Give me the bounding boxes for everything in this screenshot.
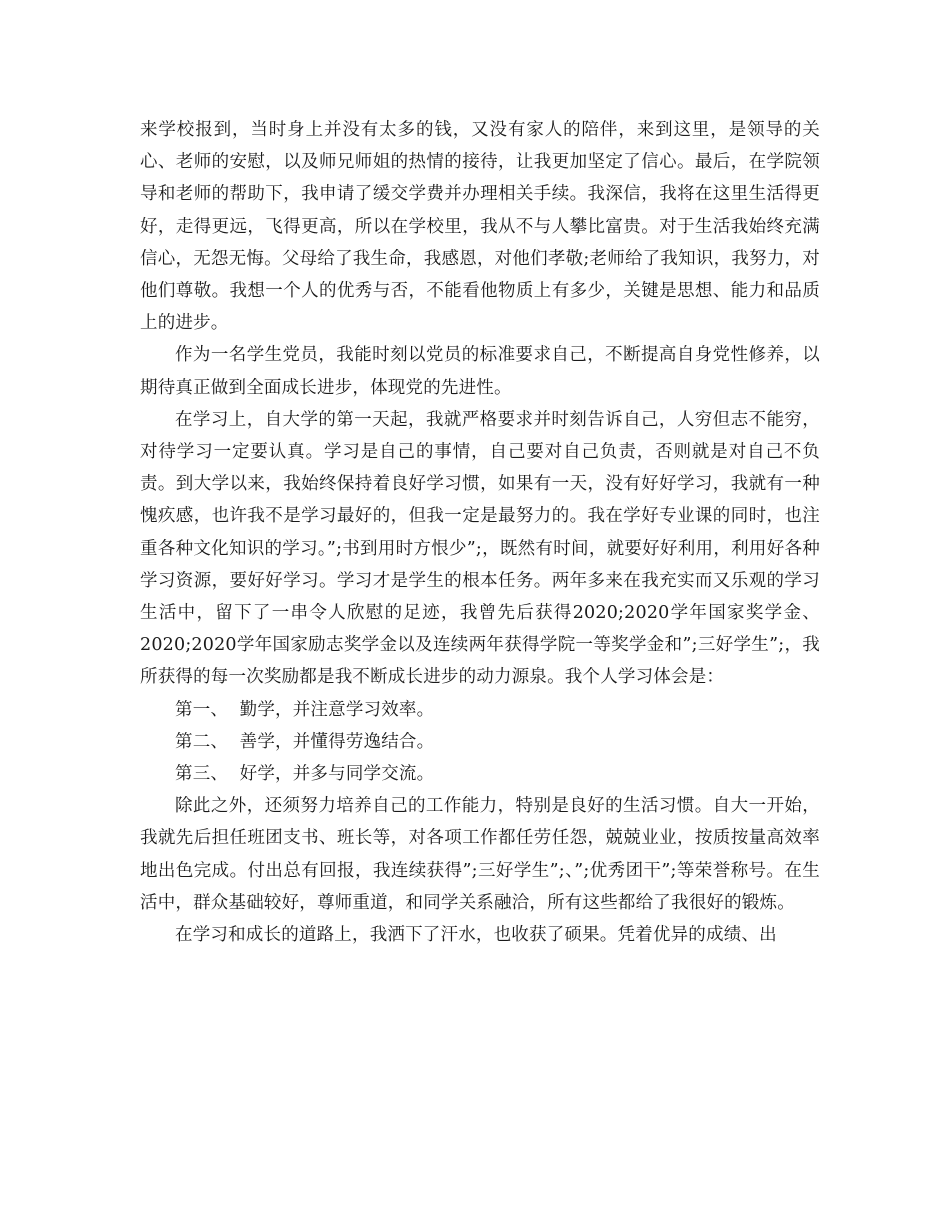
- paragraph-1: 来学校报到，当时身上并没有太多的钱，又没有家人的陪伴，来到这里，是领导的关心、老师的安慰，以及师兄师姐的热情的接待，让我更加坚定了信心。最后，在学院领导和老师的帮助下，我申请了缓交学费并办理相关手续。我深信，我将在这里生活得更好，走得更远，飞得更高，所以在学校里，我从不与人攀比富贵。对于生活我始终充满信心，无怨无悔。父母给了我生命，我感恩，对他们孝敬;老师给了我知识，我努力，对他们尊敬。我想一个人的优秀与否，不能看他物质上有多少，关键是思想、能力和品质上的进步。: [140, 120, 820, 334]
- paragraph-2: 作为一名学生党员，我能时刻以党员的标准要求自己，不断提高自身党性修养，以期待真正做到全面成长进步，体现党的先进性。: [140, 345, 820, 398]
- document-body: [140, 114, 820, 951]
- list-item-3: 第三、 好学，并多与同学交流。: [175, 764, 435, 785]
- paragraph-5: 在学习和成长的道路上，我洒下了汗水，也收获了硕果。凭着优异的成绩、出: [175, 925, 777, 946]
- list-item-2: 第二、 善学，并懂得劳逸结合。: [175, 731, 435, 752]
- paragraph-4: 除此之外，还须努力培养自己的工作能力，特别是良好的生活习惯。自大一开始，我就先后担任班团支书、班长等，对各项工作都任劳任怨，兢兢业业，按质按量高效率地出色完成。付出总有回报，我连续获得”;三好学生”;、”;优秀团干”;等荣誉称号。在生活中，群众基础较好，尊师重道，和同学关系融洽，所有这些都给了我很好的锻炼。: [140, 796, 820, 913]
- paragraph-3: 在学习上，自大学的第一天起，我就严格要求并时刻告诉自己，人穷但志不能穷，对待学习一定要认真。学习是自己的事情，自己要对自己负责，否则就是对自己不负责。到大学以来，我始终保持着良好学习惯，如果有一天，没有好好学习，我就有一种愧疚感，也许我不是学习最好的，但我一定是最努力的。我在学好专业课的同时，也注重各种文化知识的学习。”;书到用时方恨少”;，既然有时间，就要好好利用，利用好各种学习资源，要好好学习。学习才是学生的根本任务。两年多来在我充实而又乐观的学习生活中，留下了一串令人欣慰的足迹，我曾先后获得2020;2020学年国家奖学金、2020;2020学年国家励志奖学金以及连续两年获得学院一等奖学金和”;三好学生”;，我所获得的每一次奖励都是我不断成长进步的动力源泉。我个人学习体会是：: [140, 409, 820, 688]
- list-item-1: 第一、 勤学，并注意学习效率。: [175, 699, 435, 720]
